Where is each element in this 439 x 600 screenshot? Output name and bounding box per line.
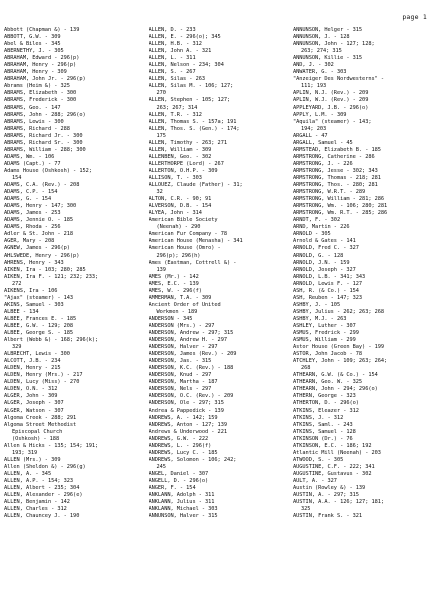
index-entry: ATKINS, J. - 312 [293,414,344,421]
index-entry-continuation: 139 [156,266,166,273]
index-entry: "Anzeiger Des Nordwesterns" - [293,76,385,83]
index-column-1 [4,27,146,598]
index-entry: AMES, E.C. - 139 [148,280,199,287]
index-entry: ANDERSON, Nels - 297 [148,386,212,393]
index-entry: ABRAMS, Geo. - 147 [4,104,61,111]
index-entry-continuation: 268 [301,365,311,372]
index-entry: ARMSTRONG, Thos. - 280; 281 [293,182,378,189]
index-entry-continuation: 329 [12,344,22,351]
index-entry: ABRAMS, Lewis - 300 [4,118,64,125]
index-entry: ANDREWS, Anton - 127; 139 [148,421,227,428]
index-entry: Allen & Hicks - 135; 154; 191; [4,442,99,449]
index-entry: ALGER, John - 309 [4,393,58,400]
index-entry-continuation: Workmen - 189 [156,308,198,315]
index-entry: ALDEN, O.N. - 312 [4,386,58,393]
index-entry: ABRAHAM, John Jr. - 296(p) [4,76,86,83]
index-entry: ATHEARN, John - 294; 296(o) [293,386,378,393]
index-entry: AULT, A. - 327 [293,478,337,484]
index-entry: ANDREWS, L. - 296(f) [148,442,212,449]
index-entry-continuation: 193; 319 [12,449,38,456]
index-entry: ANDERSON - 345 [148,315,193,322]
index-entry-continuation: 296(p); 296(h) [156,252,201,259]
index-entry: ALLENBEN, Geo. - 302 [148,153,212,160]
index-entry: ALLEN (Mrs.) - 309 [4,456,61,463]
index-entry: ABRAHAM, Edward - 296(p) [4,55,80,62]
index-entry: AMMERMAN, T.A. - 309 [148,294,212,301]
index-entry: ATKINS, Saml. - 243 [293,421,353,428]
index-entry: ANNUNSON, Helger - 315 [293,27,363,33]
index-entry: AMES, W. - 296(f) [148,287,202,294]
index-entry: APPLEYARD, J.B. - 296(o) [293,104,369,111]
index-entry: ALLEN, Nelson - 234; 304 [148,62,224,69]
index-entry: ARGALL, Samuel - 45 [293,139,353,146]
index-entry: ALLEN, Chauncey J. - 190 [4,513,80,520]
index-entry-continuation: (Oshkosh) - 188 [12,435,60,442]
index-entry: ANDERSON, James (Rev.) - 209 [148,351,237,358]
index-entry: ANDERSON, Martha - 187 [148,379,218,386]
index-entry: ALLISON, T. - 303 [148,174,202,181]
index-entry: ARND, Martin - 226 [293,224,350,231]
index-entry: ARMSTRONG, Wm. R.T. - 285; 286 [293,210,388,217]
index-entry: ALLEN, Timothy - 263; 271 [148,139,227,146]
index-entry: ATCHLEY, John - 109; 263; 264; [293,358,388,365]
index-entry: ALGER, Joseph - 307 [4,400,64,407]
index-entry-continuation: 194; 203 [301,125,327,132]
index-entry-continuation: 325 [301,506,311,513]
index-entry: ARMSTRONG, Wm. - 106; 280; 281 [293,203,388,210]
index-entry: Astor House (Green Bay) - 199 [293,344,385,351]
index-entry: ASHLEY, Luther - 307 [293,322,356,329]
index-entry: ATKINS, Samuel - 128 [293,428,356,435]
index-entry: AUSTIN, Frank S. - 321 [293,513,363,520]
index-entry: ABRAMS, Elizabeth - 300 [4,90,77,97]
index-entry: ANNUNSON, John - 127; 128; [293,41,375,48]
index-entry: ANWATER, G. - 303 [293,69,347,76]
index-entry: Adams House (Oshkosh) - 152; [4,167,92,174]
index-entry: ADAMS, Henry - 147; 300 [4,203,77,210]
index-entry: American House (Menasha) - 341 [148,238,243,245]
index-entry: Algoma Street Methodist [4,421,77,428]
index-entry: ALLEN, Alexander - 296(e) [4,492,83,499]
index-entry: ASHBY, M.J. - 263 [293,315,347,322]
index-entry: ABRAMS, Richard - 288 [4,125,70,132]
index-entry: ALGER, Watson - 307 [4,407,64,414]
index-entry: ALCOTT, J.B. - 234 [4,358,61,365]
index-entry: Austin (Rowley &) - 139 [293,485,366,492]
index-entry: ALDEN, Lucy (Miss) - 270 [4,379,80,386]
index-entry: ALLEN, Charles - 312 [4,506,67,513]
index-entry: "Ajax" (steamer) - 143 [4,294,74,301]
index-entry: ASH, R. (& Co.) - 154 [293,287,359,294]
index-entry: ANDERSON, Andrew H. - 297 [148,337,227,344]
index-entry: ANKLANN, Michael - 303 [148,506,218,513]
index-entry: ARMSTRONG, W.R.T. - 289 [293,189,366,196]
index-entry-continuation: (Neenah) - 290 [156,224,201,231]
index-entry: Abel & Biles - 345 [4,41,61,48]
index-entry: APLIN, W.J. (Rev.) - 209 [293,97,369,104]
index-entry: Andrews & Underwood - 221 [148,428,227,435]
index-entry: ALLEN, John A. - 321 [148,48,212,55]
index-entry: ALLEN, Silas - 263 [148,76,206,83]
index-entry: ANDERSON, Halver - 297 [148,344,218,351]
index-entry: ANGER, F. - 154 [148,485,196,492]
index-entry: ALDEN, Henry (Mrs.) - 217 [4,372,83,379]
index-entry: ARNOLD, Joseph - 327 [293,266,356,273]
index-entry: AHRENS, Henry - 343 [4,259,64,266]
index-entry: ATKINSON, E.C. - 186; 192 [293,442,372,449]
index-entry: ALLEN, E. - 296(o); 345 [148,34,221,41]
index-entry: AKINS, Samuel - 303 [4,301,64,308]
index-entry-continuation: 272 [12,280,22,287]
index-entry: ALLEN, William - 309 [148,146,212,153]
index-entry: ANDERSON, Jas. - 315 [148,358,212,365]
index-entry: ADAMS, G. - 154 [4,196,52,203]
index-entry: ATHERN, George - 323 [293,393,356,400]
index-entry: ASHBY, J. - 105 [293,301,341,308]
index-column-3 [293,27,435,598]
index-entry-continuation: 154 [12,174,22,181]
index-entry: Adler & St. John - 218 [4,231,74,238]
index-entry: "Aquila" (steamer) - 143; [293,118,372,125]
index-entry: ARNOLD, Fred C. - 327 [293,245,359,252]
index-entry: ABRAMS, William - 288; 300 [4,146,86,153]
index-entry: ABBOTT, G.W. - 309 [4,34,61,41]
index-entry: ABRAMS, Frederick - 300 [4,97,77,104]
index-entry: ADAMS, Wm. - 106 [4,153,55,160]
index-entry: ASMUS, Fredrick - 299 [293,330,359,337]
index-entry: ANDREWS, Solomon - 106; 242; [148,456,237,463]
index-entry: ALLEN, L. - 311 [148,55,196,62]
index-entry: ADAMS, James - 253 [4,210,61,217]
index-entry: ABRAHAM, Henry - 309 [4,69,67,76]
index-entry: Ames (Eastman, Cottrell &) - [148,259,237,266]
index-entry: ADAMS, Jennie O. - 185 [4,217,74,224]
index-entry: ALLEN, Thomas S. - 157a; 191 [148,118,237,125]
index-entry: AGER, Mary - 208 [4,238,55,245]
index-entry: ASHBY, Julius - 262; 263; 268 [293,308,385,315]
index-entry: ADAMS, C.P. - 154 [4,189,58,196]
index-entry: ABRAMS, Richard Sr. - 300 [4,139,83,146]
index-entry: ARNOLD, Lewis F. - 127 [293,280,363,287]
index-entry: ALLEN, D. - 233 [148,27,196,33]
index-entry: ATKINS, Eleazer - 312 [293,407,359,414]
index-entry: ALLEN, Benjamin - 142 [4,499,70,506]
index-entry: ALTON, C.R. - 90; 91 [148,196,212,203]
index-entry: ARNOLD - 305 [293,231,331,238]
index-entry: ARNOLD, J.N. - 159 [293,259,350,266]
index-entry: APPLY, L.M. - 309 [293,111,347,118]
index-entry: Allen (Sheldon &) - 296(g) [4,463,86,470]
index-entry: ALBEE, Frances E. - 185 [4,315,77,322]
index-entry: ALLEN, T.R. - 312 [148,111,202,118]
page-number: page 1 [402,13,427,21]
index-entry: ABRAMS, Richard Jr. - 300 [4,132,83,139]
index-entry-continuation: 111; 193 [301,83,327,90]
index-entry: ANDERSON, K.C. (Rev.) - 188 [148,365,234,372]
index-entry: ARMSTRONG, Catherine - 286 [293,153,375,160]
index-entry: AHLSWEDE, Henry - 296(p) [4,252,80,259]
index-entry: Andrea & Pappedick - 139 [148,407,224,414]
index-entry-continuation: Episcopal Church [12,428,63,435]
index-entry-continuation: 270 [156,90,166,97]
index-entry: ALLEN, Thos. S. (Gen.) - 174; [148,125,240,132]
index-entry: AUGUSTINE, Gustavus - 302 [293,470,372,477]
index-entry: ARGALL - 47 [293,132,328,139]
index-entry: Abbott (Chapman &) - 139 [4,27,80,33]
index-entry: American Fur Company - 78 [148,231,227,238]
index-entry-continuation: 245 [156,463,166,470]
index-entry: ASMUS, William - 299 [293,337,356,344]
index-entry: AIKEN, Ira F. - 121; 232; 233; [4,273,99,280]
index-entry: ARMSTRONG, Jesse - 302; 343 [293,167,378,174]
index-entry: ABERNETHY, J. - 305 [4,48,64,55]
index-entry: ADAMS, C.A. (Rev.) - 208 [4,182,80,189]
index-entry: ARMSTEAD, Elizabeth B. - 185 [293,146,381,153]
index-entry: ATHEARN, Geo. W. - 325 [293,379,363,386]
index-entry: AIKENS, Ira - 106 [4,287,58,294]
index-entry: ANKLANN, Julius - 311 [148,499,215,506]
index-entry: ALVERSON, D.B. - 154 [148,203,212,210]
index-column-2 [149,27,291,598]
index-entry: ATKINSON (Dr.) - 76 [293,435,353,442]
index-entry: ARMSTRONG, William - 281; 286 [293,196,385,203]
index-entry: ALLOUEZ, Claude (Father) - 31; [148,182,243,189]
index-entry: AND, J. - 302 [293,62,334,69]
index-entry: Abrams (Heim &) - 325 [4,83,70,90]
index-entry-continuation: 32 [156,189,163,196]
index-entry: ALYEA, John - 314 [148,210,202,217]
index-entry: ANDERSON (Mrs.) - 297 [148,322,215,329]
index-entry: ABRAMS, John - 288; 296(o) [4,111,86,118]
index-entry: ATWOOD, S. - 305 [293,456,344,463]
index-entry: ALDEN, Henry - 215 [4,365,61,372]
index-entry-continuation: 263; 274; 315 [301,48,342,55]
index-entry: AIKEN, Ira - 103; 280; 285 [4,266,86,273]
index-entry: ADAMS, Rhoda - 256 [4,224,61,231]
index-entry: ANNUNSON, Killie - 315 [293,55,363,62]
index-columns [4,27,435,598]
index-entry: ANDERSON, O.C. (Rev.) - 209 [148,393,234,400]
index-entry: ALLEN, Silas M. - 106; 127; [148,83,234,90]
index-entry: ANGEL, Daniel - 307 [148,470,209,477]
index-entry: ARNOLD, G. - 128 [293,252,344,259]
index-entry: ALBEE - 134 [4,308,39,315]
index-entry: ARMSTRONG, Thomas - 218; 281 [293,174,381,181]
index-entry: AUSTIN, A.A. - 126; 127; 181; [293,499,385,506]
index-entry: American Bible Society [148,217,218,224]
index-entry: Ancient Order of United [148,301,221,308]
index-entry: ALBEE, George S. - 185 [4,330,74,337]
index-entry: ANDREWS, G.W. - 222 [148,435,209,442]
index-entry: American House (Omro) - [148,245,221,252]
index-entry: Algoma Creek - 288; 291 [4,414,77,421]
index-entry: ANDREWS, Lucy C. - 185 [148,449,218,456]
index-entry: ARNDT, F. - 302 [293,217,341,224]
index-entry: ANDREWS, A. - 142; 159 [148,414,218,421]
index-entry: ARMSTRONG, J. - 226 [293,160,353,167]
index-entry: ALLEN, H.B. - 312 [148,41,202,48]
index-entry: AUSTIN, A. - 297; 315 [293,492,359,499]
index-entry: ANNUNSON, Halver - 315 [148,513,218,520]
index-entry: ARNOLD, L.B. - 341; 343 [293,273,366,280]
index-entry: ABRAHAM, Henry - 296(p) [4,62,77,69]
index-entry: ATHERTON, D. - 296(o) [293,400,359,407]
index-entry: ASTOR, John Jacob - 78 [293,351,363,358]
index-entry: ANGELL, D. - 296(o) [148,478,209,484]
index-entry: AGNEW, James - 296(p) [4,245,70,252]
index-entry: Albert (Webb &) - 168; 296(k); [4,337,99,344]
index-entry: ADAMS (Capt.) - 77 [4,160,61,167]
index-entry: ALBEE, G.W. - 129; 208 [4,322,74,329]
index-entry: ASH, Reuben - 147; 323 [293,294,363,301]
index-entry-continuation: 175 [156,132,166,139]
index-entry: AMES (Mr.) - 142 [148,273,199,280]
index-entry: ANDERSON, Ole - 297; 315 [148,400,224,407]
index-entry: APLIN, N.J. (Rev.) - 209 [293,90,369,97]
index-entry: Atlantic Mill (Neenah) - 203 [293,449,381,456]
index-entry: AUGUSTINE, C.F. - 222; 341 [293,463,375,470]
index-entry: ANDERSON, Andrew - 297; 315 [148,330,234,337]
index-entry: ALLEN, S. - 267 [148,69,196,76]
index-entry-continuation: 263; 267; 314 [156,104,198,111]
index-entry: Arnold & Gates - 141 [293,238,356,245]
index-entry: ATHEARN, G.W. (& Co.) - 154 [293,372,378,379]
index-entry: ALLERTHORPE (Lord) - 267 [148,160,224,167]
index-entry: ANDERSON, Knud - 297 [148,372,212,379]
index-entry: ALLERTON, O.H.P. - 309 [148,167,218,174]
index-entry: ALBRECHT, Lewis - 300 [4,351,70,358]
index-entry: ALLEN, Stephen - 105; 127; [148,97,231,104]
index-entry: ANKLANN, Adolph - 311 [148,492,215,499]
index-entry: ALLEN, Albert - 235; 304 [4,485,80,492]
index-entry: ALLEN, A.P. - 154; 323 [4,478,74,484]
index-entry: ALLEN, A. - 345 [4,470,52,477]
index-entry: ANNUNSON, J. - 128 [293,34,350,41]
